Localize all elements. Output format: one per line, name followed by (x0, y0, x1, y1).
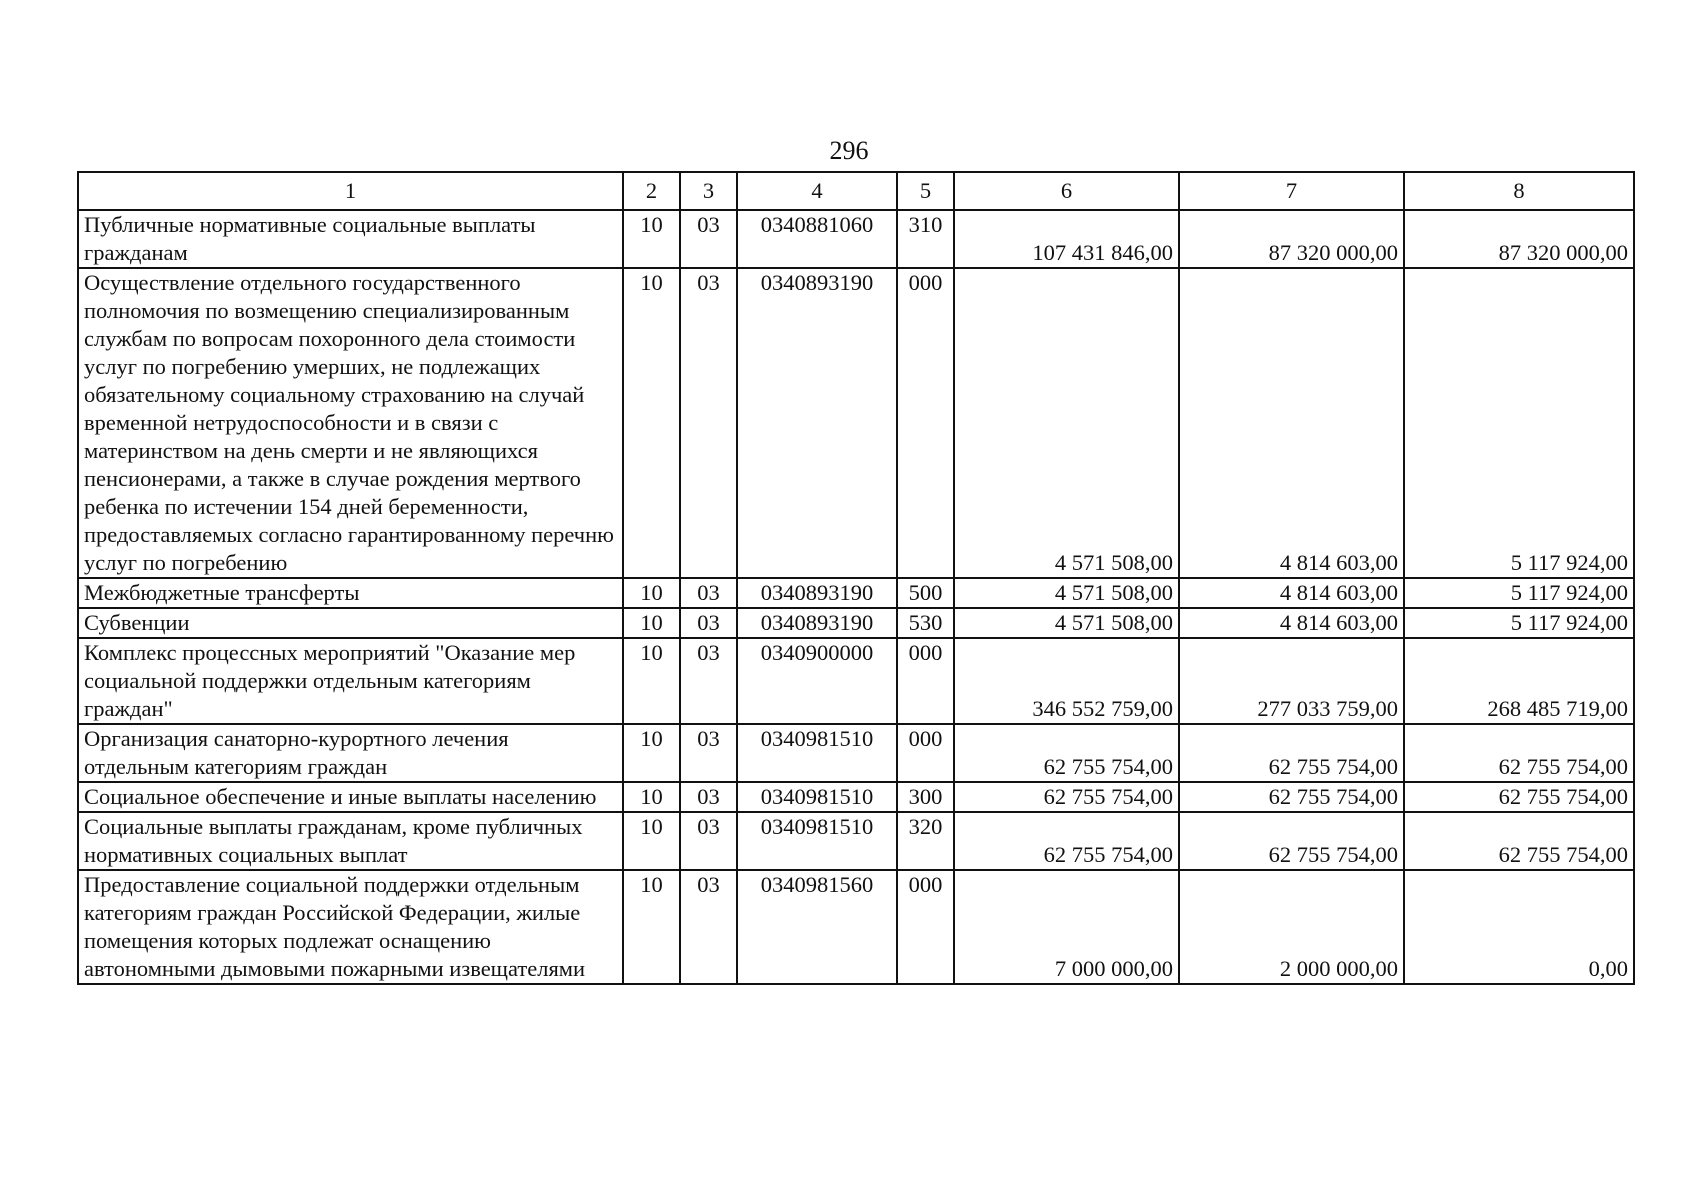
row-amount-col8: 5 117 924,00 (1404, 268, 1634, 578)
row-subsection-code: 03 (680, 210, 737, 268)
row-subsection-code: 03 (680, 578, 737, 608)
row-amount-col6: 4 571 508,00 (954, 578, 1179, 608)
table-row (78, 268, 1634, 578)
budget-table (77, 171, 1635, 985)
row-name: Межбюджетные трансферты (78, 578, 623, 608)
row-amount-col6: 346 552 759,00 (954, 638, 1179, 724)
row-subsection-code: 03 (680, 608, 737, 638)
row-amount-col7: 2 000 000,00 (1179, 870, 1404, 984)
row-target-code: 0340893190 (737, 268, 897, 578)
row-section-code: 10 (623, 210, 680, 268)
row-amount-col6: 7 000 000,00 (954, 870, 1179, 984)
row-amount-col8: 5 117 924,00 (1404, 578, 1634, 608)
row-expense-type-code: 000 (897, 870, 954, 984)
table-row (78, 812, 1634, 870)
row-section-code: 10 (623, 638, 680, 724)
row-name: Осуществление отдельного государственного полномочия по возмещению специализированным службам по вопросам похоронного дела стоимости услуг по погребению умерших, не подлежащих обязательному социальному страхованию на случай временной нетрудоспособности и в связи с материнством на день смерти и не являющихся пенсионерами, а также в случае рождения мертвого ребенка по истечении 154 дней беременности, предоставляемых согласно гарантированному перечню услуг по погребению (78, 268, 623, 578)
page-number: 296 (829, 136, 869, 165)
row-amount-col7: 87 320 000,00 (1179, 210, 1404, 268)
header-row (78, 172, 1634, 210)
column-header: 3 (680, 172, 737, 210)
row-section-code: 10 (623, 812, 680, 870)
row-expense-type-code: 320 (897, 812, 954, 870)
table-row (78, 870, 1634, 984)
row-amount-col6: 4 571 508,00 (954, 268, 1179, 578)
row-expense-type-code: 310 (897, 210, 954, 268)
row-amount-col6: 107 431 846,00 (954, 210, 1179, 268)
row-subsection-code: 03 (680, 268, 737, 578)
row-expense-type-code: 000 (897, 268, 954, 578)
row-amount-col7: 62 755 754,00 (1179, 782, 1404, 812)
row-expense-type-code: 000 (897, 638, 954, 724)
row-section-code: 10 (623, 870, 680, 984)
table-row (78, 638, 1634, 724)
column-header: 6 (954, 172, 1179, 210)
table-row (78, 724, 1634, 782)
row-target-code: 0340981510 (737, 724, 897, 782)
row-amount-col8: 62 755 754,00 (1404, 812, 1634, 870)
row-amount-col7: 4 814 603,00 (1179, 578, 1404, 608)
table-row (78, 210, 1634, 268)
row-name: Публичные нормативные социальные выплаты гражданам (78, 210, 623, 268)
table-row (78, 578, 1634, 608)
row-name: Социальное обеспечение и иные выплаты населению (78, 782, 623, 812)
row-target-code: 0340981510 (737, 812, 897, 870)
row-section-code: 10 (623, 782, 680, 812)
row-amount-col8: 268 485 719,00 (1404, 638, 1634, 724)
row-amount-col7: 62 755 754,00 (1179, 812, 1404, 870)
row-section-code: 10 (623, 724, 680, 782)
row-expense-type-code: 500 (897, 578, 954, 608)
row-expense-type-code: 300 (897, 782, 954, 812)
row-target-code: 0340981560 (737, 870, 897, 984)
row-amount-col8: 87 320 000,00 (1404, 210, 1634, 268)
row-name: Предоставление социальной поддержки отдельным категориям граждан Российской Федерации, жилые помещения которых подлежат оснащению автономными дымовыми пожарными извещателями (78, 870, 623, 984)
column-header: 5 (897, 172, 954, 210)
row-amount-col6: 62 755 754,00 (954, 724, 1179, 782)
row-target-code: 0340893190 (737, 578, 897, 608)
row-amount-col7: 277 033 759,00 (1179, 638, 1404, 724)
row-subsection-code: 03 (680, 638, 737, 724)
row-amount-col6: 62 755 754,00 (954, 782, 1179, 812)
column-header: 7 (1179, 172, 1404, 210)
row-name: Организация санаторно-курортного лечения отдельным категориям граждан (78, 724, 623, 782)
row-expense-type-code: 000 (897, 724, 954, 782)
row-amount-col8: 62 755 754,00 (1404, 724, 1634, 782)
row-expense-type-code: 530 (897, 608, 954, 638)
row-section-code: 10 (623, 608, 680, 638)
row-amount-col8: 62 755 754,00 (1404, 782, 1634, 812)
row-amount-col8: 0,00 (1404, 870, 1634, 984)
row-subsection-code: 03 (680, 724, 737, 782)
row-subsection-code: 03 (680, 812, 737, 870)
row-amount-col7: 4 814 603,00 (1179, 268, 1404, 578)
row-section-code: 10 (623, 578, 680, 608)
row-amount-col8: 5 117 924,00 (1404, 608, 1634, 638)
row-amount-col6: 4 571 508,00 (954, 608, 1179, 638)
row-name: Социальные выплаты гражданам, кроме публичных нормативных социальных выплат (78, 812, 623, 870)
row-name: Субвенции (78, 608, 623, 638)
column-header: 1 (78, 172, 623, 210)
table-row (78, 608, 1634, 638)
row-target-code: 0340881060 (737, 210, 897, 268)
table-row (78, 782, 1634, 812)
row-subsection-code: 03 (680, 870, 737, 984)
column-header: 8 (1404, 172, 1634, 210)
row-target-code: 0340900000 (737, 638, 897, 724)
row-amount-col7: 4 814 603,00 (1179, 608, 1404, 638)
row-amount-col7: 62 755 754,00 (1179, 724, 1404, 782)
row-target-code: 0340893190 (737, 608, 897, 638)
row-amount-col6: 62 755 754,00 (954, 812, 1179, 870)
row-target-code: 0340981510 (737, 782, 897, 812)
column-header: 2 (623, 172, 680, 210)
row-name: Комплекс процессных мероприятий "Оказание мер социальной поддержки отдельным категориям граждан" (78, 638, 623, 724)
row-section-code: 10 (623, 268, 680, 578)
column-header: 4 (737, 172, 897, 210)
row-subsection-code: 03 (680, 782, 737, 812)
